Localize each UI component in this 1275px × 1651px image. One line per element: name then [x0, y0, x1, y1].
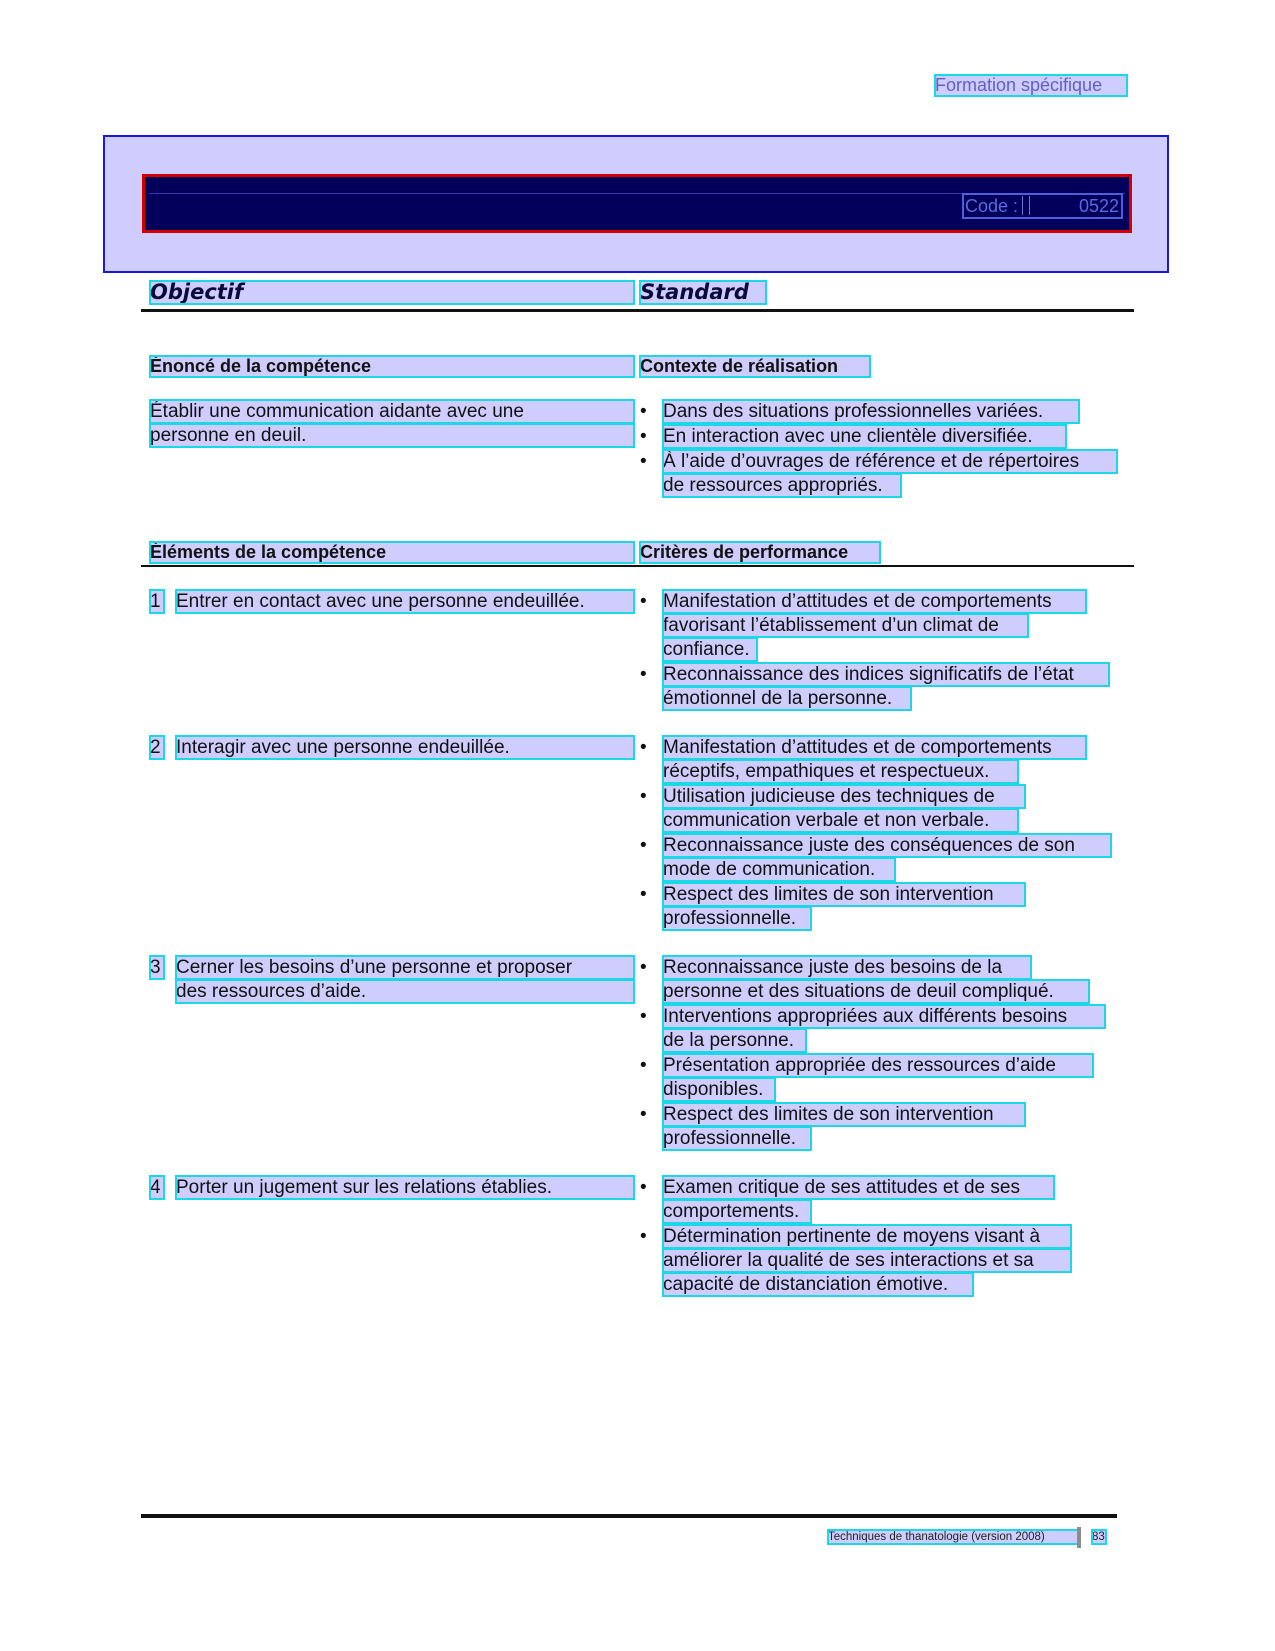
bullet-icon: •	[640, 957, 647, 978]
bullet-icon: •	[640, 401, 647, 422]
element-number: 2	[150, 736, 164, 759]
contexte-item: À l’aide d’ouvrages de référence et de répertoires	[663, 450, 1117, 473]
criterion-line: Reconnaissance juste des conséquences de son	[663, 834, 1111, 857]
criterion-line: Respect des limites de son intervention	[663, 883, 1025, 906]
bullet-icon: •	[640, 426, 647, 447]
criterion-line: professionnelle.	[663, 1127, 811, 1150]
title-rule	[141, 309, 1134, 312]
criterion-line: comportements.	[663, 1200, 811, 1223]
criterion-line: Examen critique de ses attitudes et de ses	[663, 1176, 1054, 1199]
criterion-line: personne et des situations de deuil compliqué.	[663, 980, 1089, 1003]
bullet-icon: •	[640, 451, 647, 472]
objectif-title: Objectif	[150, 281, 634, 304]
enonce-line: Établir une communication aidante avec une	[150, 400, 634, 423]
bullet-icon: •	[640, 1177, 647, 1198]
criterion-line: Interventions appropriées aux différents besoins	[663, 1005, 1105, 1028]
enonce-line: personne en deuil.	[150, 424, 634, 447]
criterion-line: capacité de distanciation émotive.	[663, 1273, 973, 1296]
contexte-item-cont: de ressources appropriés.	[663, 474, 901, 497]
bullet-icon: •	[640, 835, 647, 856]
enonce-heading: Énoncé de la compétence	[150, 356, 634, 377]
criterion-line: Détermination pertinente de moyens visant à	[663, 1225, 1071, 1248]
criterion-line: de la personne.	[663, 1029, 806, 1052]
footer-separator	[1077, 1527, 1081, 1548]
criterion-line: améliorer la qualité de ses interactions et sa	[663, 1249, 1071, 1272]
criteres-heading: Critères de performance	[640, 542, 880, 563]
criterion-line: mode de communication.	[663, 858, 895, 881]
page-number: 83	[1092, 1531, 1105, 1543]
code-box	[964, 195, 1121, 217]
bullet-icon: •	[640, 664, 647, 685]
criterion-line: disponibles.	[663, 1078, 775, 1101]
bullet-icon: •	[640, 1006, 647, 1027]
standard-title: Standard	[640, 281, 766, 304]
section-rule	[141, 565, 1134, 567]
element-number: 1	[150, 590, 164, 613]
footer-rule	[141, 1514, 1117, 1518]
criterion-line: réceptifs, empathiques et respectueux.	[663, 760, 1018, 783]
banner-bar	[142, 174, 1132, 233]
criterion-line: Utilisation judicieuse des techniques de	[663, 785, 1025, 808]
criterion-line: communication verbale et non verbale.	[663, 809, 1018, 832]
code-label: Code :	[965, 196, 1019, 216]
contexte-item: En interaction avec une clientèle diversifiée.	[663, 425, 1066, 448]
contexte-item: Dans des situations professionnelles variées.	[663, 400, 1079, 423]
criterion-line: Manifestation d’attitudes et de comportements	[663, 590, 1086, 613]
element-number: 3	[150, 956, 164, 979]
bullet-icon: •	[640, 1226, 647, 1247]
bullet-icon: •	[640, 1055, 647, 1076]
code-separator	[1022, 196, 1030, 215]
element-line: Cerner les besoins d’une personne et proposer	[176, 956, 634, 979]
section-label: Formation spécifique	[935, 75, 1127, 96]
code-value: 0522	[1078, 196, 1119, 216]
bullet-icon: •	[640, 737, 647, 758]
criterion-line: professionnelle.	[663, 907, 811, 930]
criterion-line: Reconnaissance des indices significatifs de l’état	[663, 663, 1109, 686]
bullet-icon: •	[640, 884, 647, 905]
criterion-line: favorisant l’établissement d’un climat de	[663, 614, 1028, 637]
criterion-line: confiance.	[663, 638, 757, 661]
criterion-line: émotionnel de la personne.	[663, 687, 911, 710]
criterion-line: Manifestation d’attitudes et de comportements	[663, 736, 1086, 759]
criterion-line: Présentation appropriée des ressources d’aide	[663, 1054, 1093, 1077]
element-number: 4	[150, 1176, 164, 1199]
element-line: Entrer en contact avec une personne endeuillée.	[176, 590, 634, 613]
contexte-heading: Contexte de réalisation	[640, 356, 870, 377]
criterion-line: Respect des limites de son intervention	[663, 1103, 1025, 1126]
bullet-icon: •	[640, 1104, 647, 1125]
bullet-icon: •	[640, 591, 647, 612]
element-line: Interagir avec une personne endeuillée.	[176, 736, 634, 759]
element-line: des ressources d’aide.	[176, 980, 634, 1003]
elements-heading: Éléments de la compétence	[150, 542, 634, 563]
bullet-icon: •	[640, 786, 647, 807]
banner-inner-line	[149, 193, 1125, 194]
footer-program: Techniques de thanatologie (version 2008)	[828, 1530, 1078, 1544]
criterion-line: Reconnaissance juste des besoins de la	[663, 956, 1031, 979]
element-line: Porter un jugement sur les relations établies.	[176, 1176, 634, 1199]
